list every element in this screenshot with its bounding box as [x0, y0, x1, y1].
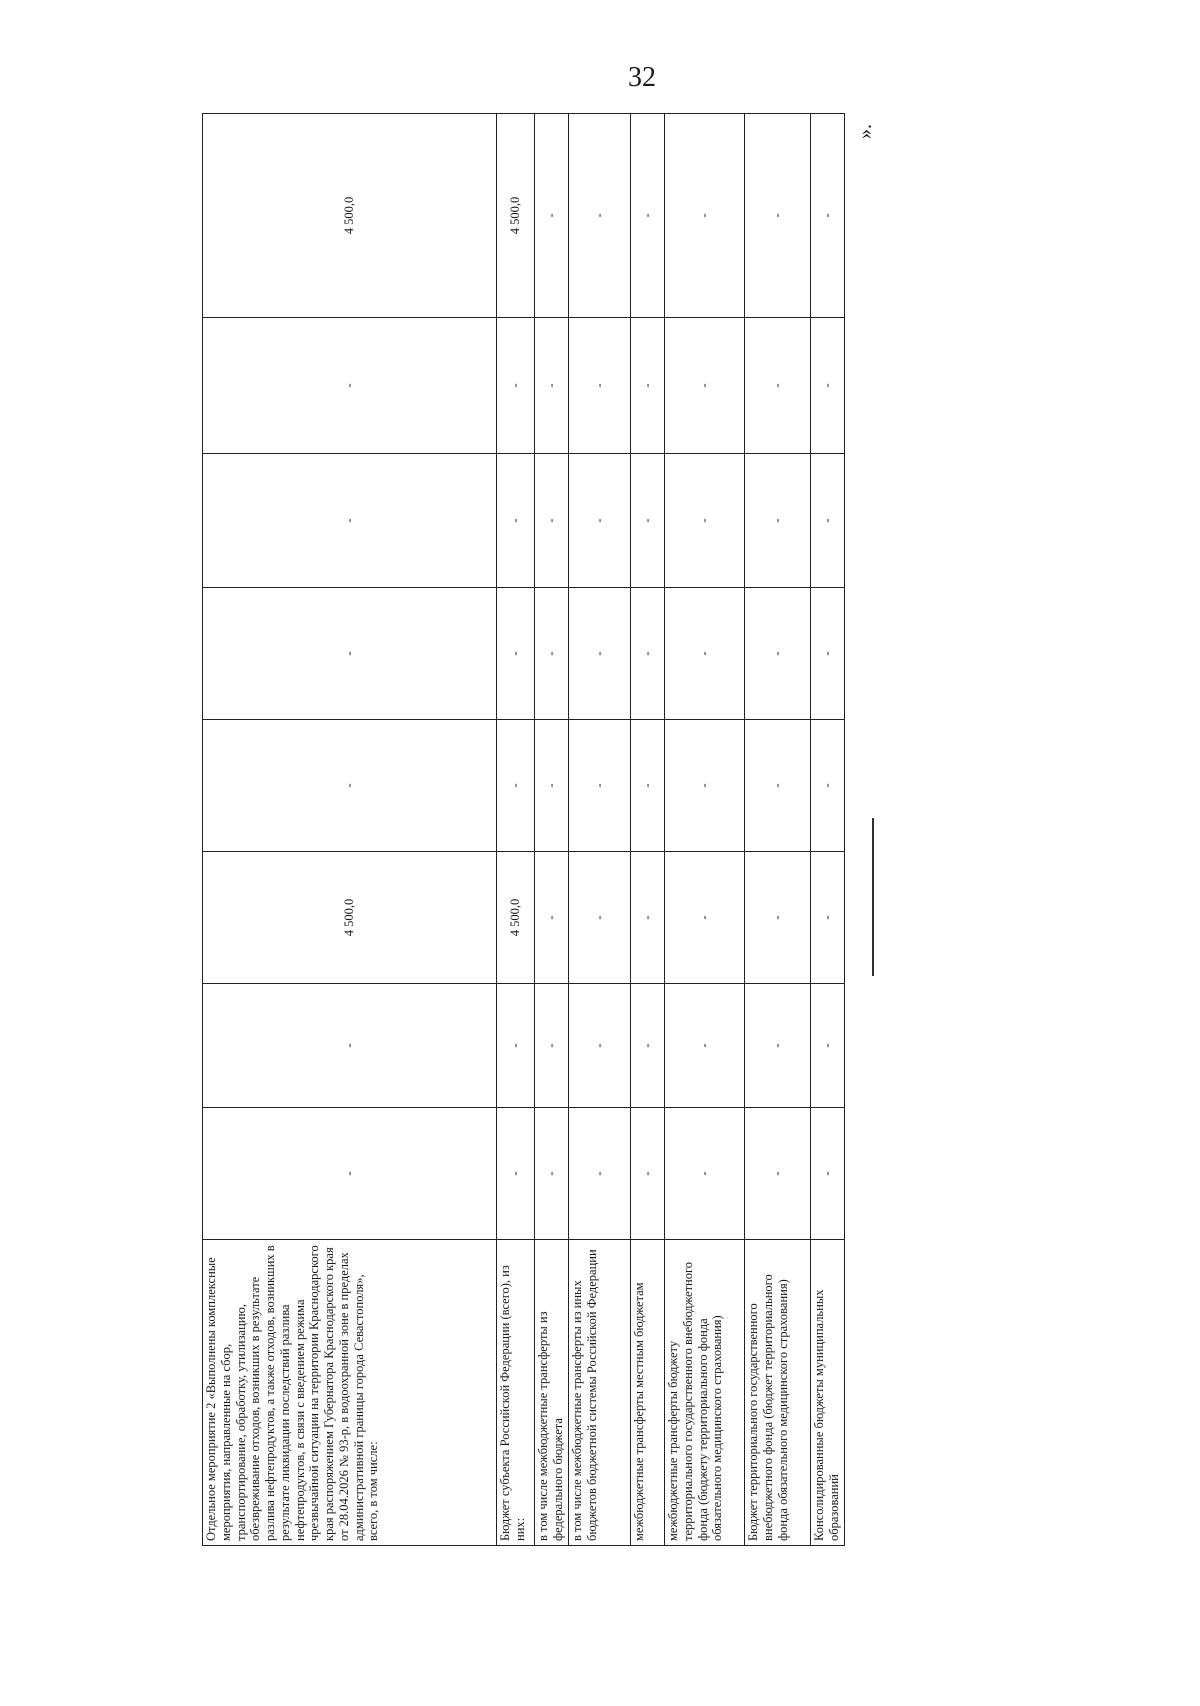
row-value-cell: -	[745, 588, 811, 720]
row-value-cell: -	[745, 1108, 811, 1240]
table-row	[811, 114, 845, 1546]
row-value-cell: -	[569, 318, 631, 454]
row-value-cell: -	[665, 720, 745, 852]
row-label: межбюджетные трансферты бюджету территориального государственного внебюджетного фонда (бюджету территориального фонда обязательного медицинского страхования)	[665, 1240, 745, 1546]
row-value-cell: -	[569, 1108, 631, 1240]
row-value-cell: -	[665, 318, 745, 454]
row-label: межбюджетные трансферты местным бюджетам	[631, 1240, 665, 1546]
row-label: Бюджет территориального государственного внебюджетного фонда (бюджет территориального фонда обязательного медицинского страхования)	[745, 1240, 811, 1546]
row-value-cell: 4 500,0	[203, 114, 497, 318]
row-value-cell: -	[811, 454, 845, 588]
row-value-cell: -	[631, 318, 665, 454]
row-value-cell: 4 500,0	[497, 852, 535, 984]
row-value-cell: -	[631, 1108, 665, 1240]
row-value-cell: -	[203, 588, 497, 720]
budget-table	[202, 113, 845, 1546]
rotated-table-area	[202, 114, 844, 1546]
row-value-cell: -	[811, 984, 845, 1108]
row-value-cell: -	[631, 720, 665, 852]
budget-table-body	[203, 114, 845, 1546]
row-value-cell: -	[569, 852, 631, 984]
row-value-cell: -	[569, 454, 631, 588]
row-value-cell: -	[811, 318, 845, 454]
row-value-cell: -	[665, 114, 745, 318]
row-value-cell: -	[535, 588, 569, 720]
row-value-cell: -	[569, 984, 631, 1108]
page-number: 32	[628, 62, 656, 93]
row-value-cell: -	[631, 852, 665, 984]
row-value-cell: -	[203, 984, 497, 1108]
row-value-cell: -	[497, 454, 535, 588]
row-label: Консолидированные бюджеты муниципальных образований	[811, 1240, 845, 1546]
table-row	[665, 114, 745, 1546]
table-row	[631, 114, 665, 1546]
row-value-cell: -	[631, 454, 665, 588]
row-value-cell: -	[535, 852, 569, 984]
closing-quote-mark: ».	[854, 124, 876, 139]
row-value-cell: -	[665, 588, 745, 720]
row-value-cell: -	[497, 318, 535, 454]
row-value-cell: -	[203, 1108, 497, 1240]
row-value-cell: -	[497, 720, 535, 852]
row-value-cell: -	[203, 454, 497, 588]
row-label: Отдельное мероприятие 2 «Выполнены комплексные мероприятия, направленные на сбор, транспортирование, обработку, утилизацию, обезвреживание отходов, возникших в результате разлива нефтепродуктов, а также отходов, возникших в результате ликвидации последствий разлива нефтепродуктов, в связи с введением режима чрезвычайной ситуации на территории Краснодарского края распоряжением Губернатора Краснодарского края от 28.04.2026 № 93-р, в водоохранной зоне в пределах административной границы города Севастополя», всего, в том числе:	[203, 1240, 497, 1546]
table-row	[535, 114, 569, 1546]
table-row	[569, 114, 631, 1546]
row-value-cell: -	[569, 114, 631, 318]
row-value-cell: -	[811, 720, 845, 852]
row-value-cell: -	[811, 114, 845, 318]
row-value-cell: -	[665, 454, 745, 588]
row-label: Бюджет субъекта Российской Федерации (всего), из них:	[497, 1240, 535, 1546]
row-value-cell: -	[535, 720, 569, 852]
row-value-cell: 4 500,0	[497, 114, 535, 318]
rotated-table-inner	[202, 114, 844, 1546]
row-value-cell: -	[569, 588, 631, 720]
row-value-cell: -	[665, 1108, 745, 1240]
table-row	[203, 114, 497, 1546]
row-value-cell: -	[811, 1108, 845, 1240]
row-label: в том числе межбюджетные трансферты из федерального бюджета	[535, 1240, 569, 1546]
row-value-cell: -	[631, 588, 665, 720]
row-value-cell: -	[535, 1108, 569, 1240]
row-value-cell: -	[203, 318, 497, 454]
row-value-cell: -	[811, 852, 845, 984]
row-value-cell: -	[631, 114, 665, 318]
row-value-cell: -	[745, 454, 811, 588]
row-value-cell: -	[497, 1108, 535, 1240]
row-value-cell: -	[745, 852, 811, 984]
row-value-cell: -	[745, 720, 811, 852]
table-row	[745, 114, 811, 1546]
row-value-cell: -	[745, 318, 811, 454]
separator-line	[872, 818, 874, 976]
row-label: в том числе межбюджетные трансферты из иных бюджетов бюджетной системы Российской Федерации	[569, 1240, 631, 1546]
row-value-cell: -	[535, 318, 569, 454]
row-value-cell: -	[535, 114, 569, 318]
row-value-cell: -	[535, 984, 569, 1108]
row-value-cell: -	[665, 852, 745, 984]
row-value-cell: -	[665, 984, 745, 1108]
row-value-cell: -	[497, 984, 535, 1108]
row-value-cell: -	[535, 454, 569, 588]
row-value-cell: -	[745, 984, 811, 1108]
row-value-cell: -	[811, 588, 845, 720]
row-value-cell: -	[203, 720, 497, 852]
table-row	[497, 114, 535, 1546]
row-value-cell: -	[631, 984, 665, 1108]
row-value-cell: -	[569, 720, 631, 852]
row-value-cell: -	[497, 588, 535, 720]
row-value-cell: 4 500,0	[203, 852, 497, 984]
row-value-cell: -	[745, 114, 811, 318]
